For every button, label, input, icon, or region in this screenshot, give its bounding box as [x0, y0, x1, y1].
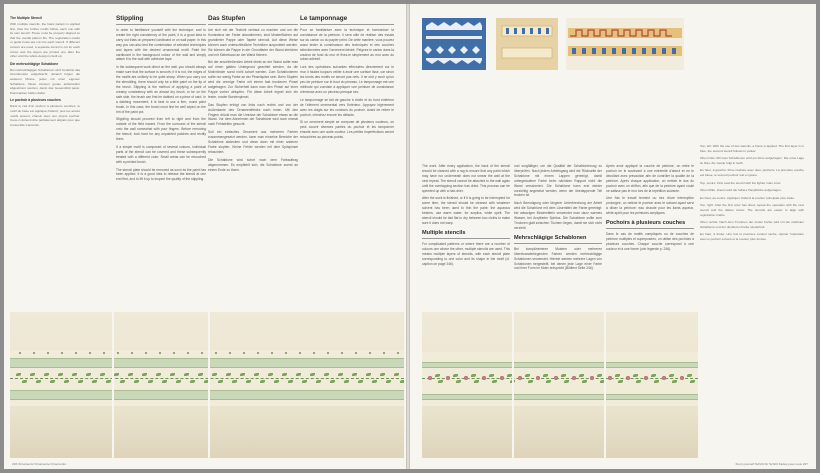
- leaf-motif: [72, 373, 77, 376]
- dot-motif: [33, 352, 35, 354]
- rose-motif: [608, 376, 612, 380]
- leaf-motif: [564, 380, 569, 383]
- column-english: [116, 14, 206, 314]
- dot-motif: [131, 352, 133, 354]
- rose-motif: [680, 376, 684, 380]
- rose-motif: [428, 376, 432, 380]
- heading-mehrschlaegige-schablonen: Mehrschlägige Schablonen: [514, 234, 602, 244]
- dot-motif: [383, 352, 385, 354]
- leaf-motif: [296, 373, 301, 376]
- leaf-motif: [456, 380, 461, 383]
- dot-motif: [257, 352, 259, 354]
- dot-motif: [117, 352, 119, 354]
- paragraph: Stippling should proceed from left to right and from the outside of the field inward. From the surround of the stencil onto the wall somewhat with your fingers. Before removing the stencil, look hard for any unpainted patches and rectify them.: [116, 117, 206, 142]
- leaf-motif: [400, 380, 404, 383]
- caption: En haut, au centre: Appliquer d'abord la couleur principale plus claire.: [700, 195, 796, 200]
- leaf-motif: [690, 380, 695, 383]
- leaf-motif: [232, 380, 237, 383]
- leaf-motif: [654, 380, 659, 383]
- leaf-motif: [162, 380, 167, 383]
- dot-motif: [243, 352, 245, 354]
- leaf-motif: [687, 374, 692, 377]
- heading-multiple-stencils: Multiple stencils: [422, 229, 510, 239]
- leaf-motif: [669, 374, 674, 377]
- dot-motif: [229, 352, 231, 354]
- leaf-motif: [338, 373, 343, 376]
- leaf-motif: [636, 380, 641, 383]
- leaf-motif: [128, 373, 133, 376]
- paragraph: Une fois le travail terminé ou lors d'une interruption prolongée, on nettoie le pochoir avec le solvant ayant servi à diluer la peinture: eau chaude pour les liants aqueux, white-spirit pour les peintures acryliques.: [606, 196, 694, 216]
- rose-motif: [446, 376, 450, 380]
- caption: Top, left: With the use of two stencils, a frieze is applied. The first layer is in blue, the second stencil follows in yellow.: [700, 144, 804, 153]
- dot-motif: [173, 352, 175, 354]
- dot-motif: [355, 352, 357, 354]
- paragraph: In order to familiarize yourself with the technique, and to create the right consistency of the paint, it is a good idea to carry out trials on prepared cardboard or on wall paper. In this way you can also test the combination of selected techniques and layers with the desired ornamental motif. Paint the cardboard in the background colour of the wall and simply attach it to the wall with adhesive tape.: [116, 28, 206, 62]
- sidebar-intro: With multiple stencils, the basic pattern is applied first, then the further motifs follow, each one with its own stencil. These must be properly aligned so that the overall pattern fits. The registration marks or guide holes are cut into each stencil. If different colours are used, a separate stencil is cut for each colour and the layers are printed one after the other until the whole design is built up.: [10, 22, 80, 59]
- paragraph: Bei komplizierteren Mustern oder mehreren übereinanderliegenden Farben werden mehrschlägige Schablonen verwendet. Hierbei werden mehrere Lagen von Schablonen hergestellt, bei denen jede Lage einer Farbe und ihrer Form im Motiv entspricht (Bildtext Seite 246).: [514, 246, 602, 271]
- dot-motif: [327, 352, 329, 354]
- rose-motif: [518, 376, 522, 380]
- dot-motif: [397, 352, 399, 354]
- rose-motif: [554, 376, 558, 380]
- leaf-motif: [114, 373, 119, 376]
- dot-motif: [61, 352, 63, 354]
- leaf-motif: [597, 374, 602, 377]
- leaf-motif: [310, 373, 315, 376]
- dot-motif: [341, 352, 343, 354]
- leaf-motif: [618, 380, 623, 383]
- leaf-motif: [170, 373, 175, 376]
- leaf-motif: [380, 373, 385, 376]
- column-german: [208, 14, 298, 314]
- page-footer-right: Do-It-yourself Schritt für Schritt Faites-pour-vous 247: [735, 462, 808, 466]
- leaf-motif: [651, 374, 656, 377]
- paragraph: Lors des opérations suivantes effectuées directement sur le mur, il faudra toujours veiller à avoir une surface lisse, car sinon les bords des motifs ne seront pas nets. Il ne doit y avoir qu'un peu de peinture sur le bout du pinceau. Le tamponnage est une méthode qui consiste à appliquer une peinture de consistance crémeuse avec un pinceau presque sec.: [300, 65, 394, 94]
- dot-motif: [187, 352, 189, 354]
- heading-das-stupfen: Das Stupfen: [208, 14, 298, 25]
- heading-pochoirs-plusieurs-couches: Pochoirs à plusieurs couches: [606, 219, 694, 229]
- heading-stippling: Stippling: [116, 14, 206, 25]
- leaf-motif: [282, 373, 287, 376]
- heading-le-tamponnage: Le tamponnage: [300, 14, 394, 25]
- leaf-motif: [386, 380, 391, 383]
- caption: Top, right: After the first color has dried, repeat the operation with the next stencil and the darker colour. The stencils are easier to align with registration marks.: [700, 203, 804, 217]
- leaf-motif: [254, 373, 259, 376]
- leaf-motif: [288, 380, 293, 383]
- leaf-motif: [218, 380, 223, 383]
- dot-motif: [47, 352, 49, 354]
- caption: En haut, à gauche: Frise réalisée avec deux pochoirs. La première couche est bleue, le second pochoir suit en jaune.: [700, 168, 804, 177]
- leaf-motif: [489, 374, 494, 377]
- paragraph: In the subsequent work direct on the wall, you should always make sure that the surface is smooth; if it is not, the edges of the motifs are unlikely to be quite sharp. When you carry out the stencilling, there should only be a little paint on the tip of the brush. Stippling is the method of applying a paint of creamy consistency with an almost dry brush, to be on the safe side, the brush can first be dabbed on a piece of card. In a dabbing movement, it is best to use a firm, round paint brush. In this case, the brush must first be well wiped on the rim of the paint pot.: [116, 65, 206, 114]
- leaf-motif: [190, 380, 195, 383]
- column-german: [514, 164, 602, 304]
- leaf-motif: [330, 380, 335, 383]
- leaf-motif: [633, 374, 638, 377]
- paragraph: Das Stupfen erfolgt von links nach rechts und von der Außenkante des Ornamentfeldes nach innen. Mit den Fingern drückt man die Umrisse der Schablone etwas an die Wand. Vor dem Abnehmen der Schablone wird noch einmal nach Fehlstellen gesucht.: [208, 102, 298, 127]
- leaf-motif: [134, 380, 139, 383]
- leaf-motif: [492, 380, 497, 383]
- leaf-motif: [246, 380, 251, 383]
- column-english: [422, 164, 510, 304]
- dot-motif: [215, 352, 217, 354]
- leaf-motif: [240, 373, 245, 376]
- leaf-motif: [100, 373, 105, 376]
- paragraph: und sorgfältiger, um die Qualität der Schablonierung zu überprüfen. Nach jedem Arbeitsgang wird die Rückseite der Schablone mit einem Lappen gereinigt, damit untergelaufene Farbe beim nächsten Rapport nicht die Wand verschmiert. Die Schablone kann erst wieder vorsichtig angesetzt werden, wenn der überlappende Teil trocken ist.: [514, 164, 602, 198]
- frieze-photo: [10, 312, 404, 458]
- leaf-motif: [528, 380, 533, 383]
- sidebar-fr-text: Dans le cas d'un pochoir à plusieurs couches, le motif de base est appliqué d'abord, puis les autres motifs suivent, chacun avec son propre pochoir. Ceux-ci doivent être parfaitement alignés pour que l'ensemble s'accorde.: [10, 104, 80, 127]
- paragraph: If a simple motif is composed of several colours, individual parts of the stencil can be covered and these subsequently treated with a different color. Small areas can be retouched with a pointed brush.: [116, 144, 206, 164]
- leaf-motif: [435, 374, 440, 377]
- rose-motif: [482, 376, 486, 380]
- leaf-motif: [525, 374, 530, 377]
- leaf-motif: [226, 373, 231, 376]
- leaf-motif: [546, 380, 551, 383]
- leaf-motif: [561, 374, 566, 377]
- leaf-motif: [212, 373, 217, 376]
- rose-motif: [662, 376, 666, 380]
- caption: En haut, à droite: Une fois la première couleur sèche, répéter l'opération avec le pochoir suivant et la couleur plus foncée.: [700, 232, 804, 241]
- leaf-motif: [268, 373, 273, 376]
- captions-column: [700, 144, 804, 304]
- dot-motif: [19, 352, 21, 354]
- leaf-motif: [50, 380, 55, 383]
- leaf-motif: [543, 374, 548, 377]
- sidebar-column: [10, 14, 80, 314]
- sidebar-de-title: Die mehrschlägige Schablone: [10, 61, 59, 66]
- rose-motif: [626, 376, 630, 380]
- leaf-motif: [344, 380, 349, 383]
- leaf-motif: [352, 373, 357, 376]
- leaf-motif: [64, 380, 69, 383]
- leaf-motif: [86, 373, 91, 376]
- leaf-motif: [142, 373, 147, 376]
- sidebar-title: The Multiple Stencil: [10, 16, 42, 20]
- dot-motif: [89, 352, 91, 354]
- sidebar-fr-title: Le pochoir à plusieurs couches: [10, 98, 61, 103]
- paragraph: Die Schablone wird sofort nach dem Farbauftrag abgenommen. Es empfiehlt sich, die Schablone zuerst an einem Ende zu lösen.: [208, 157, 298, 172]
- leaf-motif: [44, 373, 49, 376]
- leaf-motif: [16, 373, 21, 376]
- leaf-motif: [358, 380, 363, 383]
- paragraph: Après avoir appliqué la couche de peinture, on retire le pochoir en le soulevant à une extrémité d'abord et en le décollant avec précaution afin de contrôler la qualité de la peinture. Après chaque application, on nettoie le dos du pochoir avec un chiffon, afin que de la peinture ayant coulé ne salisse pas le mur lors de la répétition suivante.: [606, 164, 694, 193]
- paragraph: The work. After every application, the back of the stencil should be cleaned with a rag to ensure that any paint which may have run underneath does not smear the wall at the next repeat. The stencil cannot be attached to the wall again until the overlapping section has dried. This process can be speeded up with a hair-drier.: [422, 164, 510, 193]
- leaf-motif: [22, 380, 27, 383]
- paragraph: Bei der anschließenden Arbeit direkt an der Wand sollte man auf einen glatten Untergrund geachtet werden, da die Motivränder sonst nicht scharf werden. Zum Schablonieren sollte nur wenig Farbe an der Pinselspitze sein. Beim Stupfen wird die cremige Farbe mit einem fast trockenen Pinsel aufgetragen. Zur Sicherheit kann man den Pinsel auf einer Pappe vorher abtupfen. Für diese Arbeit eignet sich ein fester, runder Borstenpinsel.: [208, 60, 298, 99]
- stencil-sample-sand: [496, 18, 558, 70]
- leaf-motif: [78, 380, 83, 383]
- leaf-motif: [92, 380, 97, 383]
- dot-motif: [285, 352, 287, 354]
- column-french: [606, 164, 694, 304]
- leaf-motif: [36, 380, 41, 383]
- stencil-sample-blue: [422, 18, 486, 70]
- rose-motif: [644, 376, 648, 380]
- right-page: [410, 4, 816, 469]
- leaf-motif: [176, 380, 181, 383]
- leaf-motif: [260, 380, 265, 383]
- rose-frieze-photo: [422, 312, 698, 458]
- dot-motif: [369, 352, 371, 354]
- leaf-motif: [474, 380, 479, 383]
- paragraph: Si un ornement simple se compose de plusieurs couleurs, on peut couvrir diverses parties du pochoir et les tamponner ensuite avec une autre couleur. Les petites imperfections seront retouchées au pinceau pointu.: [300, 120, 394, 140]
- leaf-motif: [438, 380, 443, 383]
- leaf-motif: [453, 374, 458, 377]
- rose-motif: [572, 376, 576, 380]
- dot-motif: [145, 352, 147, 354]
- leaf-motif: [274, 380, 279, 383]
- paragraph: After the work is finished, or if it is going to be interrupted for some time, the stencil should be cleaned with whatever solvent has been used to thin the paint: the aqueous binders, use warm water; for acrylics, white spirit. The stencil should be laid flat to dry between two cloths to make sure it does not warp.: [422, 196, 510, 225]
- rose-motif: [500, 376, 504, 380]
- dot-motif: [313, 352, 315, 354]
- page-footer-left: 246 Ornaments Ornamente Ornements: [12, 462, 66, 466]
- rose-motif: [464, 376, 468, 380]
- paragraph: Nach Beendigung oder längerer Unterbrechung der Arbeit wird die Schablone mit dem Lösemittel der Farbe gereinigt: bei wässrigen Bindemitteln verwendet man dazu warmes Wasser, bei Acrylfarbe Spiritus. Die Schablone sollte zum Trocknen glatt zwischen Tüchern liegen, damit sie sich nicht verzieht.: [514, 201, 602, 230]
- dot-motif: [299, 352, 301, 354]
- leaf-motif: [148, 380, 153, 383]
- leaf-motif: [394, 373, 399, 376]
- dot-motif: [159, 352, 161, 354]
- leaf-motif: [372, 380, 377, 383]
- leaf-motif: [302, 380, 307, 383]
- paragraph: Pour se familiariser avec la technique et harmoniser la consistance de la peinture, il sera utile de réaliser des essais sur du carton ou du papier peint. De cette manière, vous pouvez aussi tester la combinaison des techniques et des couches sélectionnées avec l'ornement désiré. Peignez le carton dans la couleur de fond du mur et fixez-le simplement au mur avec du ruban adhésif.: [300, 28, 394, 62]
- paragraph: For complicated patterns or where there are a number of colours one above the other, multiple stencils are used. This means multiple layers of stencils, with each stencil plate corresponding to one color and its shape in the motif (cf. caption on page 246).: [422, 241, 510, 266]
- caption: Top, centre: First coat the stencil with the lighter main color.: [700, 180, 782, 185]
- paragraph: Um sich mit der Technik vertraut zu machen und um die Konsistenz der Farbe abzustimmen, sind Musterflächen auf grundierter Pappe oder Tapete sinnvoll. Auf diese Weise können auch unterschiedliche Techniken ausprobiert werden. Sie können die Pappe in der Grundfarbe der Wand streichen und mit Klebeband an der Wand fixieren.: [208, 28, 298, 57]
- leaf-motif: [324, 373, 329, 376]
- paragraph: Soll ein einfaches Ornament aus mehreren Farben zusammengesetzt werden, kann man einzelne Bereiche der Schablone abdecken und diese dann mit einer anderen Farbe stupfen. Kleine Fehler werden mit dem Spitzpinsel retuschiert.: [208, 130, 298, 154]
- leaf-motif: [156, 373, 161, 376]
- leaf-motif: [184, 373, 189, 376]
- leaf-motif: [120, 380, 125, 383]
- leaf-motif: [316, 380, 321, 383]
- paragraph: Dans le cas de motifs compliqués ou de couches de peinture multiples et superposées, on utilise des pochoirs à plusieurs couches. Chaque couche correspond à une couleur et à une forme (voir légende p. 246).: [606, 232, 694, 251]
- leaf-motif: [582, 380, 587, 383]
- left-page: [4, 4, 408, 469]
- paragraph: Le tamponnage se fait de gauche à droite et du bord extérieur de l'élément ornemental vers l'intérieur. Appuyez légèrement avec les doigts sur les contours du pochoir. Avant de retirer le pochoir, cherchez encore les défauts.: [300, 97, 394, 117]
- rose-motif: [590, 376, 594, 380]
- paragraph: The stencil plate should be removed as soon as the paint has been applied. It is a good idea to release the stencil at one end first, and to lift it up to inspect the quality of the stippling.: [116, 167, 206, 182]
- dot-motif: [75, 352, 77, 354]
- dot-motif: [271, 352, 273, 354]
- leaf-motif: [106, 380, 111, 383]
- leaf-motif: [30, 373, 35, 376]
- leaf-motif: [471, 374, 476, 377]
- stencil-sample-greek-key: [566, 18, 684, 70]
- caption: Oben links: Mit zwei Schablonen wird ein Fries aufgetragen. Die erste Lage ist blau, die zweite folgt in Gelb.: [700, 156, 804, 165]
- leaf-motif: [366, 373, 371, 376]
- leaf-motif: [672, 380, 677, 383]
- column-french: [300, 14, 394, 314]
- dot-motif: [103, 352, 105, 354]
- sidebar-de-text: Bei mehrschlägigen Schablonen wird zunächst das Grundmuster aufgebracht, danach folgen die weiteren Motive, jedes mit einer eigenen Schablone. Diese müssen genau aufeinander abgestimmt werden, damit das Gesamtbild passt. Passmarken helfen dabei.: [10, 67, 80, 95]
- dot-motif: [201, 352, 203, 354]
- caption: Oben Mitte: Zuerst wird die hellere Hauptfarbe aufgetragen.: [700, 188, 782, 193]
- caption: Oben rechts: Nach dem Trocknen der ersten Farbe wird mit der nächsten Schablone und der dunkleren Farbe wiederholt.: [700, 220, 804, 229]
- leaf-motif: [615, 374, 620, 377]
- leaf-motif: [198, 373, 203, 376]
- leaf-motif: [58, 373, 63, 376]
- leaf-motif: [579, 374, 584, 377]
- rose-motif: [536, 376, 540, 380]
